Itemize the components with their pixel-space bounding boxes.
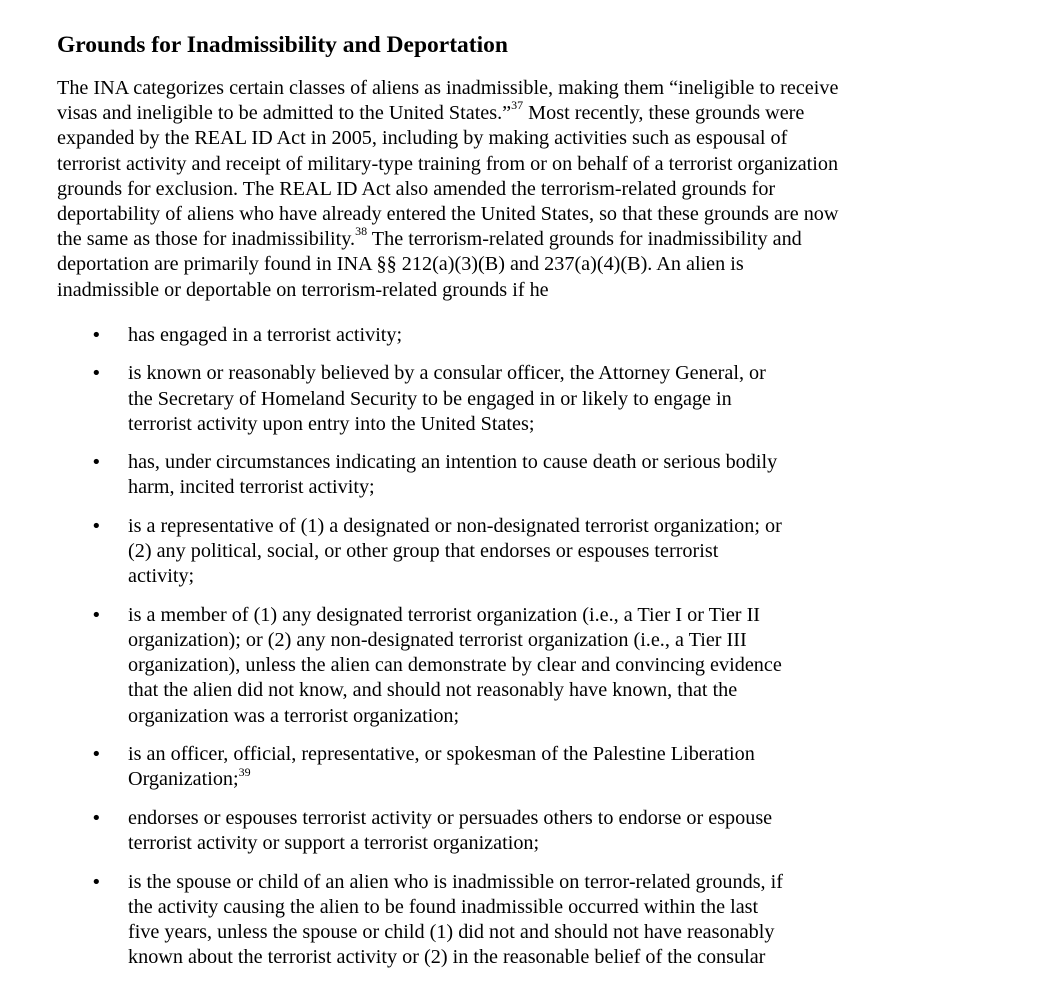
intro-paragraph bbox=[57, 76, 927, 303]
list-item bbox=[57, 361, 957, 437]
list-item-line: has, under circumstances indicating an intention to cause death or serious bodily bbox=[128, 451, 778, 474]
intro-line: The INA categorizes certain classes of aliens as inadmissible, making them “ineligible to receive bbox=[57, 77, 839, 99]
list-item-line: organization); or (2) any non-designated terrorist organization (i.e., a Tier III bbox=[128, 629, 747, 652]
bullet-icon: • bbox=[91, 363, 102, 385]
intro-line: inadmissible or deportable on terrorism-related grounds if he bbox=[57, 278, 549, 301]
list-item-line: the Secretary of Homeland Security to be engaged in or likely to engage in bbox=[128, 387, 732, 410]
list-item bbox=[57, 742, 957, 792]
document-page bbox=[57, 30, 957, 984]
list-item-line: terrorist activity or support a terrorist organization; bbox=[128, 832, 540, 855]
intro-line: deportation are primarily found in INA §§ 212(a)(3)(B) and 237(a)(4)(B). An alien is bbox=[57, 253, 744, 276]
bullet-icon: • bbox=[91, 324, 102, 346]
intro-line: deportability of aliens who have already entered the United States, so that these grounds are now bbox=[57, 203, 839, 226]
list-item-line: is the spouse or child of an alien who is inadmissible on terror-related grounds, if bbox=[128, 870, 783, 893]
list-item bbox=[57, 450, 957, 500]
list-item-line: is an officer, official, representative, or spokesman of the Palestine Liberation bbox=[128, 743, 755, 766]
grounds-bullet-list bbox=[57, 323, 957, 971]
footnote-ref-39[interactable]: 39 bbox=[238, 764, 251, 779]
list-item-line: the activity causing the alien to be found inadmissible occurred within the last bbox=[128, 895, 759, 918]
list-item-line: activity; bbox=[128, 565, 195, 588]
list-item-line: is a representative of (1) a designated or non-designated terrorist organization; or bbox=[128, 514, 782, 537]
list-item bbox=[57, 323, 957, 348]
list-item-line: known about the terrorist activity or (2) in the reasonable belief of the consular bbox=[128, 946, 766, 969]
bullet-icon: • bbox=[91, 604, 102, 626]
list-item bbox=[57, 603, 957, 729]
intro-line: the same as those for inadmissibility.$^{38}$ The terrorism-related grounds for inadmissibility and bbox=[57, 224, 802, 251]
section-heading: Grounds for Inadmissibility and Deportation bbox=[57, 32, 508, 58]
intro-line: visas and ineligible to be admitted to the United States.”$^{37}$ Most recently, these grounds were bbox=[57, 98, 805, 125]
list-item-line: organization), unless the alien can demonstrate by clear and convincing evidence bbox=[128, 654, 782, 677]
list-item-line: terrorist activity upon entry into the United States; bbox=[128, 412, 535, 435]
intro-line: expanded by the REAL ID Act in 2005, including by making activities such as espousal of bbox=[57, 127, 788, 150]
intro-line: terrorist activity and receipt of military-type training from or on behalf of a terrorist organization bbox=[57, 152, 839, 175]
footnote-ref-37[interactable]: 37 bbox=[511, 98, 524, 113]
bullet-icon: • bbox=[91, 452, 102, 474]
list-item-line: is known or reasonably believed by a consular officer, the Attorney General, or bbox=[128, 362, 766, 385]
intro-line: grounds for exclusion. The REAL ID Act also amended the terrorism-related grounds for bbox=[57, 177, 776, 200]
bullet-icon: • bbox=[91, 807, 102, 829]
list-item bbox=[57, 806, 957, 856]
list-item-line: five years, unless the spouse or child (1) did not and should not have reasonably bbox=[128, 920, 775, 943]
bullet-icon: • bbox=[91, 515, 102, 537]
list-item bbox=[57, 870, 957, 971]
list-item-line: harm, incited terrorist activity; bbox=[128, 476, 375, 499]
list-item-line: Organization;$^{39}$ bbox=[128, 764, 251, 791]
list-item-line: endorses or espouses terrorist activity or persuades others to endorse or espouse bbox=[128, 806, 773, 829]
bullet-icon: • bbox=[91, 871, 102, 893]
list-item-line: organization was a terrorist organization; bbox=[128, 704, 460, 727]
list-item-line: has engaged in a terrorist activity; bbox=[128, 323, 403, 346]
list-item-line: (2) any political, social, or other group that endorses or espouses terrorist bbox=[128, 540, 719, 563]
bullet-icon: • bbox=[91, 744, 102, 766]
footnote-ref-38[interactable]: 38 bbox=[355, 224, 368, 239]
list-item bbox=[57, 514, 957, 590]
list-item-line: is a member of (1) any designated terrorist organization (i.e., a Tier I or Tier II bbox=[128, 603, 761, 626]
list-item-line: that the alien did not know, and should not reasonably have known, that the bbox=[128, 679, 738, 702]
